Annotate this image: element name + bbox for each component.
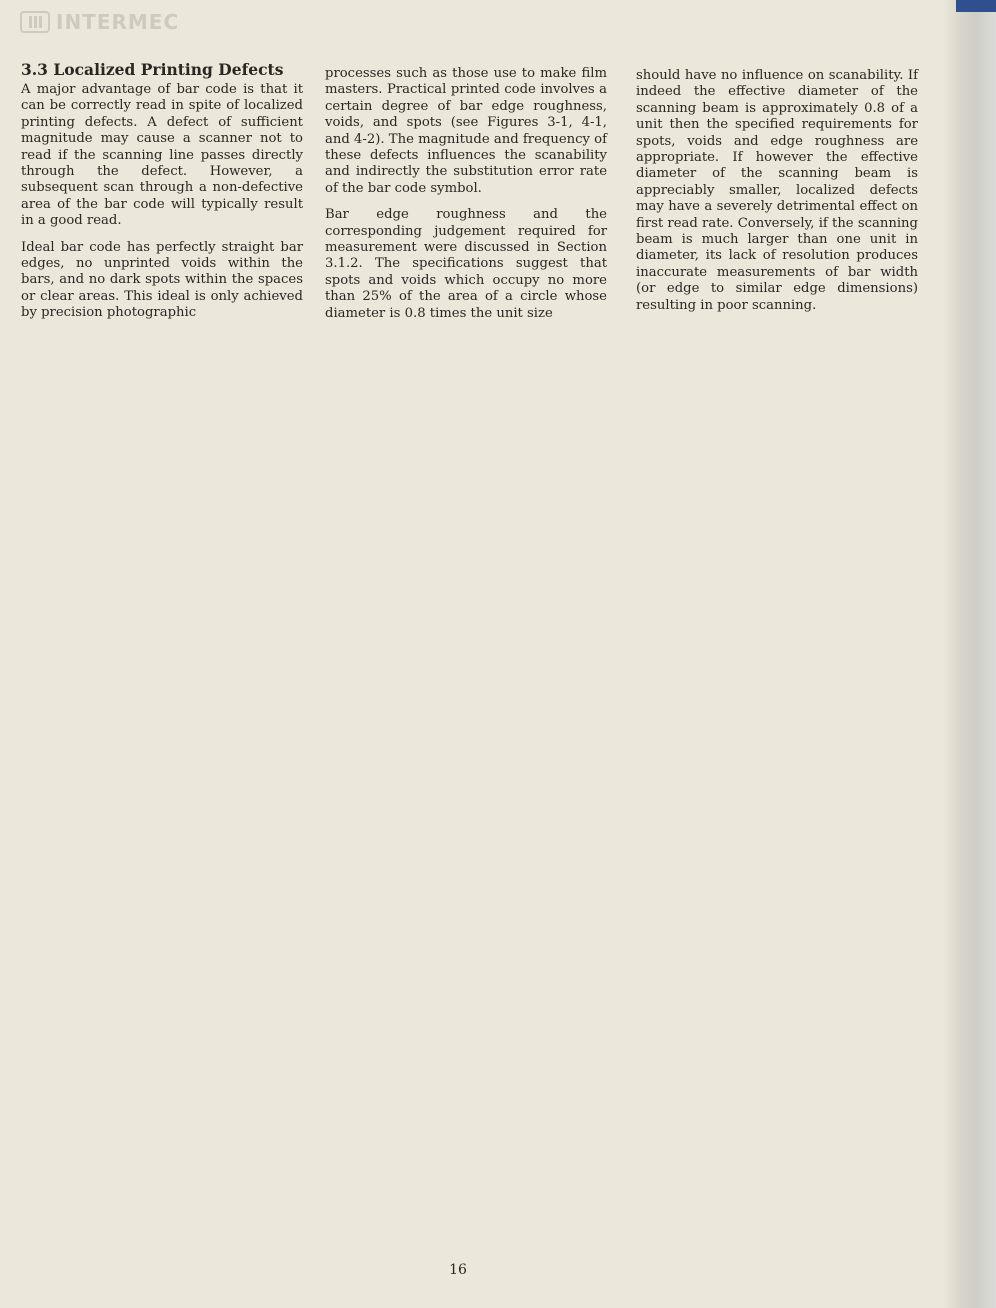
paragraph: A major advantage of bar code is that it can be correctly read in spite of localized printing defects. A defect of sufficient magnitude may cause a scanner not to read if the scanning line passes directly through the defect. However, a subsequent scan through a non-defective area of the bar code will typically result in a good read. bbox=[21, 82, 303, 229]
logo-text: INTERMEC bbox=[56, 10, 180, 34]
paragraph: Bar edge roughness and the corresponding judgement required for measurement were discussed in Section 3.1.2. The specifications suggest that spots and voids which occupy no more than 25% of the area of a circle whose diameter is 0.8 times the unit size bbox=[325, 207, 607, 321]
page-number: 16 bbox=[449, 1262, 467, 1278]
corner-background bbox=[956, 0, 996, 12]
paragraph: processes such as those use to make film masters. Practical printed code involves a certain degree of bar edge roughness, voids, and spots (see Figures 3-1, 4-1, and 4-2). The magnitude and frequency of these defects influences the scanability and indirectly the substitution error rate of the bar code symbol. bbox=[325, 66, 607, 196]
text-column-3 bbox=[636, 68, 918, 324]
paragraph: should have no influence on scanability. If indeed the effective diameter of the scanning beam is approximately 0.8 of a unit then the specified requirements for spots, voids and edge roughness are appropriate. If however the effective diameter of the scanning beam is appreciably smaller, localized defects may have a severely detrimental effect on first read rate. Conversely, if the scanning beam is much larger than one unit in diameter, its lack of resolution produces inaccurate measurements of bar width (or edge to similar edge dimensions) resulting in poor scanning. bbox=[636, 68, 918, 313]
intermec-logo bbox=[20, 9, 179, 35]
logo-icon bbox=[20, 11, 50, 33]
paragraph: Ideal bar code has perfectly straight bar edges, no unprinted voids within the bars, and no dark spots within the spaces or clear areas. This ideal is only achieved by precision photographic bbox=[21, 239, 303, 321]
text-column-1 bbox=[21, 60, 303, 332]
section-heading: 3.3 Localized Printing Defects bbox=[21, 60, 284, 79]
text-column-2 bbox=[325, 66, 607, 332]
page-edge-shadow bbox=[944, 0, 996, 1308]
